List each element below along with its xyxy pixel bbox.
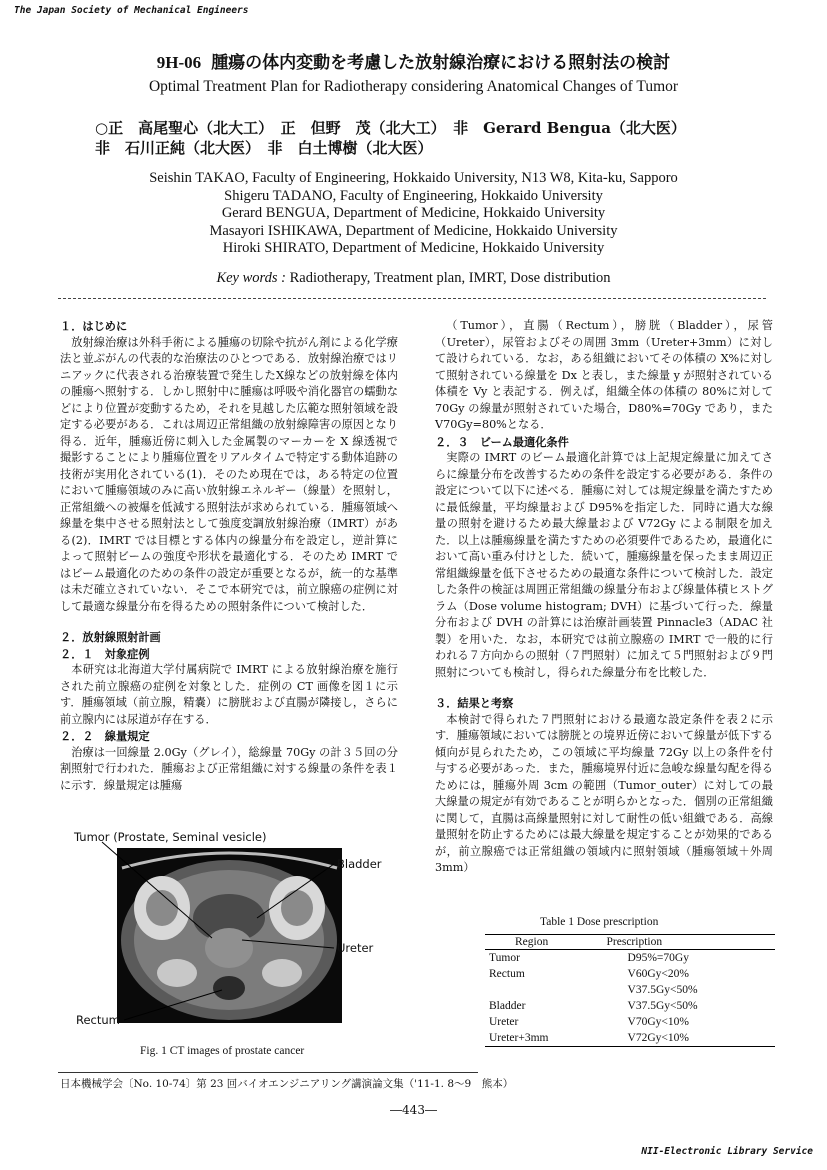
section-divider <box>58 298 766 299</box>
page-number: ―443― <box>390 1103 437 1117</box>
section-1-text: 放射線治療は外科手術による腫瘍の切除や抗がん剤による化学療法と並ぶがんの代表的な治療法のひとつである．放射線治療ではリニアックに代表される治療装置で発生したX線などの放射線を体内の腫瘍へ照射する．しかし照射中に腫瘍は呼吸や消化器官の蠕動などにより位置が変動するため，それを見越した広範な照射領域を設定する必要がある．これは周辺正常組織の放射線障害の原因となり得る．近年，腫瘍近傍に刺入した金属製のマーカーを X 線透視で撮影することにより腫瘍位置をリアルタイムで特定する動体追跡の技術が実用化されている(1)．そのため現在では，ある特定の位置において腫瘍領域のみに高い放射線エネルギー（線量）を照射し，正常組織への被爆を低減する照射法が求められている．腫瘍領域へ線量を集中させる照射法として強度変調放射線治療（IMRT）がある(2)．IMRT では目標とする体内の線量分布を設定し，逆計算によって照射ビームの強度や形状を最適化する．そのため IMRT ではビーム最適化のための条件の設定が重要となるが，統一的な基準は未だ確立されていない．そこで本研究では，前立腺癌の症例に対して最適な線量分布を得るための照射条件について検討した． <box>60 335 398 613</box>
table-cell: D95%=70Gy <box>627 952 689 964</box>
paper-title-en: Optimal Treatment Plan for Radiotherapy considering Anatomical Changes of Tumor <box>148 78 679 95</box>
table-cell: Ureter <box>489 1016 519 1028</box>
table-row <box>485 1030 775 1047</box>
table-cell: Ureter+3mm <box>485 1030 603 1047</box>
table-cell: V72Gy<10% <box>603 1030 775 1047</box>
affiliation: Seishin TAKAO, Faculty of Engineering, Hokkaido University, N13 W8, Kita-ku, Sapporo <box>149 170 678 186</box>
label-bladder: Bladder <box>337 857 382 871</box>
table-cell: Rectum <box>489 968 525 980</box>
table-header: Region <box>485 935 603 950</box>
dose-prescription-table <box>485 934 775 1047</box>
authors-line-2: 非 石川正純（北大医） 非 白土博樹（北大医） <box>95 139 433 157</box>
table-cell <box>485 982 603 998</box>
figure-1 <box>72 830 402 1040</box>
table-cell: Bladder <box>489 1000 526 1012</box>
section-2-1-text: 本研究は北海道大学付属病院で IMRT による放射線治療を施行された前立腺癌の症例を対象とした．症例の CT 画像を図１に示す．腫瘍領域（前立腺，精嚢）に膀胱および直腸が隣接し，さらに前立腺内には尿道が存在する． <box>60 663 398 726</box>
table-cell: V60Gy<20% <box>627 968 689 980</box>
keywords-label: Key words : <box>216 270 286 286</box>
section-2-2-heading: ２．２ 線量規定 <box>60 729 150 743</box>
table-header: Prescription <box>603 935 775 950</box>
table-row <box>485 950 775 967</box>
table-cell: V70Gy<10% <box>627 1016 689 1028</box>
section-3-text: 本検討で得られた７門照射における最適な設定条件を表２に示す．腫瘍領域においては膀胱との境界近傍において線量が低下する傾向が見られたため，この領域に平均線量 72Gy 以上の条件を付与する必要があった．また，腫瘍境界付近に急峻な線量勾配を得るためには，腫瘍外周 3cm の範囲（Tumor_outer）に対しての最大線量の規定が有効であることが明らかとなった．個別の正常組織に関して，直腸は高線量照射に対して耐性の低い組織である．高線量照射を防止するためには最大線量を規定することが効果的であるが，前立腺癌では正常組織の領域内に照射領域（腫瘍領域＋外周 3mm） <box>435 712 773 874</box>
table-cell: V37.5Gy<50% <box>627 1000 698 1012</box>
right-column <box>435 318 773 877</box>
table-row <box>485 966 775 982</box>
footer-divider <box>58 1072 478 1073</box>
figure-1-caption: Fig. 1 CT images of prostate cancer <box>140 1045 305 1057</box>
paper-code: 9H-06 <box>156 53 202 72</box>
affiliation: Masayori ISHIKAWA, Department of Medicine, Hokkaido University <box>209 222 618 239</box>
journal-header: The Japan Society of Mechanical Engineers <box>14 5 249 16</box>
table-row <box>485 998 775 1014</box>
label-ureter: Ureter <box>337 941 374 955</box>
label-tumor: Tumor (Prostate, Seminal vesicle) <box>74 830 267 844</box>
affiliation: Shigeru TADANO, Faculty of Engineering, Hokkaido University <box>224 187 603 204</box>
affiliation: Hiroki SHIRATO, Department of Medicine, Hokkaido University <box>222 240 605 256</box>
section-1-heading: １．はじめに <box>60 319 128 333</box>
authors-line-1: ○正 高尾聖心（北大工） 正 但野 茂（北大工） 非 Gerard Bengua（北大医） <box>95 119 686 137</box>
label-rectum: Rectum <box>76 1013 120 1027</box>
table-cell: Tumor <box>489 952 520 964</box>
table-1-caption: Table 1 Dose prescription <box>540 916 659 928</box>
section-2-1-heading: ２．１ 対象症例 <box>60 646 150 661</box>
paper-title-jp <box>0 48 827 73</box>
keywords-text: Radiotherapy, Treatment plan, IMRT, Dose distribution <box>289 270 611 286</box>
authors-jp <box>95 118 686 158</box>
section-2-2-text: 治療は一回線量 2.0Gy（グレイ），総線量 70Gy の計３５回の分割照射で行われた．腫瘍および正常組織に対する線量の条件を表１に示す．線量規定は腫瘍 <box>60 745 398 792</box>
section-2-3-heading: ２．３ ビーム最適化条件 <box>435 434 569 449</box>
keywords <box>0 270 827 287</box>
table-row <box>485 1014 775 1030</box>
proceedings-reference: 日本機械学会〔No. 10-74〕第 23 回バイオエンジニアリング講演論文集（'11-1. 8～9 熊本） <box>60 1078 514 1090</box>
title-jp-text: 腫瘍の体内変動を考慮した放射線治療における照射法の検討 <box>211 53 671 72</box>
library-footer: NII-Electronic Library Service <box>641 1146 813 1157</box>
left-column <box>60 318 398 794</box>
section-2-3-text: 実際の IMRT のビーム最適化計算では上記規定線量に加えてさらに線量分布を改善するための条件を設定する必要がある．条件の設定について以下に述べる．腫瘍に対しては規定線量を満たすために最低線量，平均線量および D95%を指定した．同時に過大な線量の照射を避けるため最大線量および V72Gy による制限を加えた．以上は腫瘍線量を満たすための必須要件であるため，最適化において高い重み付けとした．続いて，腫瘍線量を保ったまま周辺正常組織線量を低下させるための最適な条件について検討した．設定した条件の検証は周囲正常組織の線量分布および線量体積ヒストグラム（Dose volume histogram; DVH）に基づいて行った．線量分布および DVH の計算には治療計画装置 Pinnacle3（ADAC 社製）を用いた．なお，本研究では前立腺癌の IMRT で一般的に行われる７方向からの照射（７門照射）に加えて５門照射および９門照射についても検討し，得られた線量分布を比較した． <box>435 451 773 679</box>
section-2-heading: ２．放射線照射計画 <box>60 630 161 644</box>
section-3-heading: ３．結果と考察 <box>435 696 514 710</box>
section-2-2-continued: （Tumor），直腸（Rectum），膀胱（Bladder），尿管（Ureter），尿管およびその周囲 3mm（Ureter+3mm）に対して設けられている．なお，ある組織においてその体積の X%に対して照射されている線量を Dx と表し，また線量 y が照射されている体積を Vy と表記する．例えば，組織全体の体積の 80%に対して 70Gy の線量が照射されていた場合，D80%=70Gy であり，また V70Gy=80%となる． <box>435 319 773 431</box>
table-cell: V37.5Gy<50% <box>627 984 698 996</box>
affiliation: Gerard BENGUA, Department of Medicine, Hokkaido University <box>221 205 606 221</box>
table-row <box>485 982 775 998</box>
table-header-row <box>485 935 775 950</box>
affiliations <box>0 170 827 258</box>
